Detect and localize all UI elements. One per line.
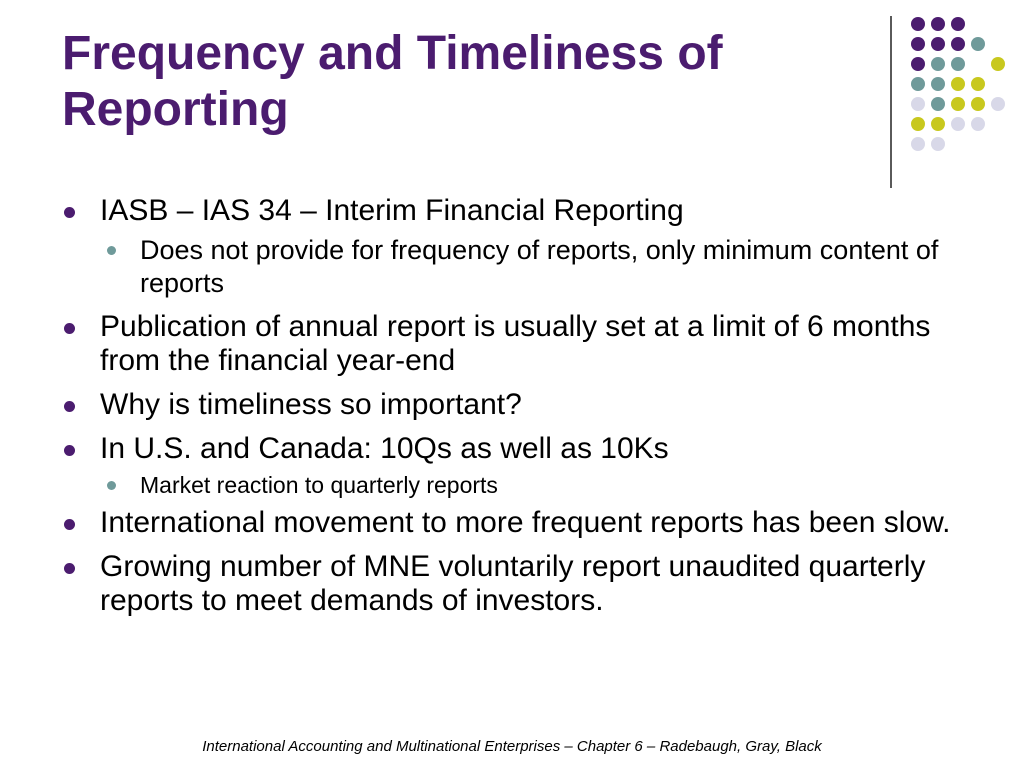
decor-dot — [951, 37, 965, 51]
bullet-dot-icon — [64, 401, 75, 412]
decor-dot — [911, 137, 925, 151]
decor-dot — [911, 97, 925, 111]
decor-dot — [951, 137, 965, 151]
decor-dot — [931, 97, 945, 111]
bullet-item — [62, 432, 972, 466]
bullet-text: Publication of annual report is usually set at a limit of 6 months from the financial year-end — [100, 310, 931, 377]
decor-dot — [931, 37, 945, 51]
decor-dot — [971, 157, 985, 171]
bullet-dot-icon — [64, 323, 75, 334]
bullet-text: In U.S. and Canada: 10Qs as well as 10Ks — [100, 432, 669, 465]
bullet-dot-icon — [64, 519, 75, 530]
bullet-item — [62, 194, 972, 228]
bullet-dot-icon — [64, 563, 75, 574]
slide-footer: International Accounting and Multinational Enterprises – Chapter 6 – Radebaugh, Gray, Black — [202, 738, 822, 755]
decor-dot — [971, 97, 985, 111]
decor-dot — [931, 77, 945, 91]
decor-dot — [911, 117, 925, 131]
sub-bullet-dot-icon — [107, 481, 116, 490]
title-divider — [890, 16, 892, 188]
decor-dot — [931, 137, 945, 151]
decor-dot — [971, 117, 985, 131]
decor-dot — [911, 37, 925, 51]
decor-dot — [931, 17, 945, 31]
decor-dot — [931, 57, 945, 71]
bullet-text: IASB – IAS 34 – Interim Financial Reporting — [100, 194, 684, 227]
bullet-text: Growing number of MNE voluntarily report unaudited quarterly reports to meet demands of investors. — [100, 550, 926, 617]
sub-bullet-dot-icon — [107, 246, 116, 255]
bullet-item — [62, 388, 972, 422]
decor-dot — [911, 57, 925, 71]
sub-bullet-item — [62, 234, 972, 300]
decor-dot — [911, 17, 925, 31]
bullet-text: Why is timeliness so important? — [100, 388, 522, 421]
decor-dot — [911, 77, 925, 91]
sub-bullet-text: Market reaction to quarterly reports — [140, 472, 498, 498]
decor-dot — [991, 57, 1005, 71]
decor-dot — [971, 77, 985, 91]
decor-dot — [931, 157, 945, 171]
bullet-item — [62, 550, 972, 618]
decor-dot — [971, 137, 985, 151]
slide-title: Frequency and Timeliness of Reporting — [62, 27, 723, 136]
bullet-dot-icon — [64, 207, 75, 218]
bullet-dot-icon — [64, 445, 75, 456]
decor-dot — [931, 117, 945, 131]
decor-dot — [951, 97, 965, 111]
bullet-text: International movement to more frequent reports has been slow. — [100, 506, 951, 539]
bullet-item — [62, 506, 972, 540]
decor-dot — [971, 37, 985, 51]
decor-dot — [951, 57, 965, 71]
decor-dot — [951, 117, 965, 131]
decor-dot — [951, 77, 965, 91]
sub-bullet-item — [62, 470, 972, 500]
bullet-list — [62, 194, 972, 628]
sub-bullet-text: Does not provide for frequency of reports, only minimum content of reports — [140, 235, 939, 298]
decor-dot — [951, 17, 965, 31]
decor-dot — [991, 97, 1005, 111]
bullet-item — [62, 310, 972, 378]
